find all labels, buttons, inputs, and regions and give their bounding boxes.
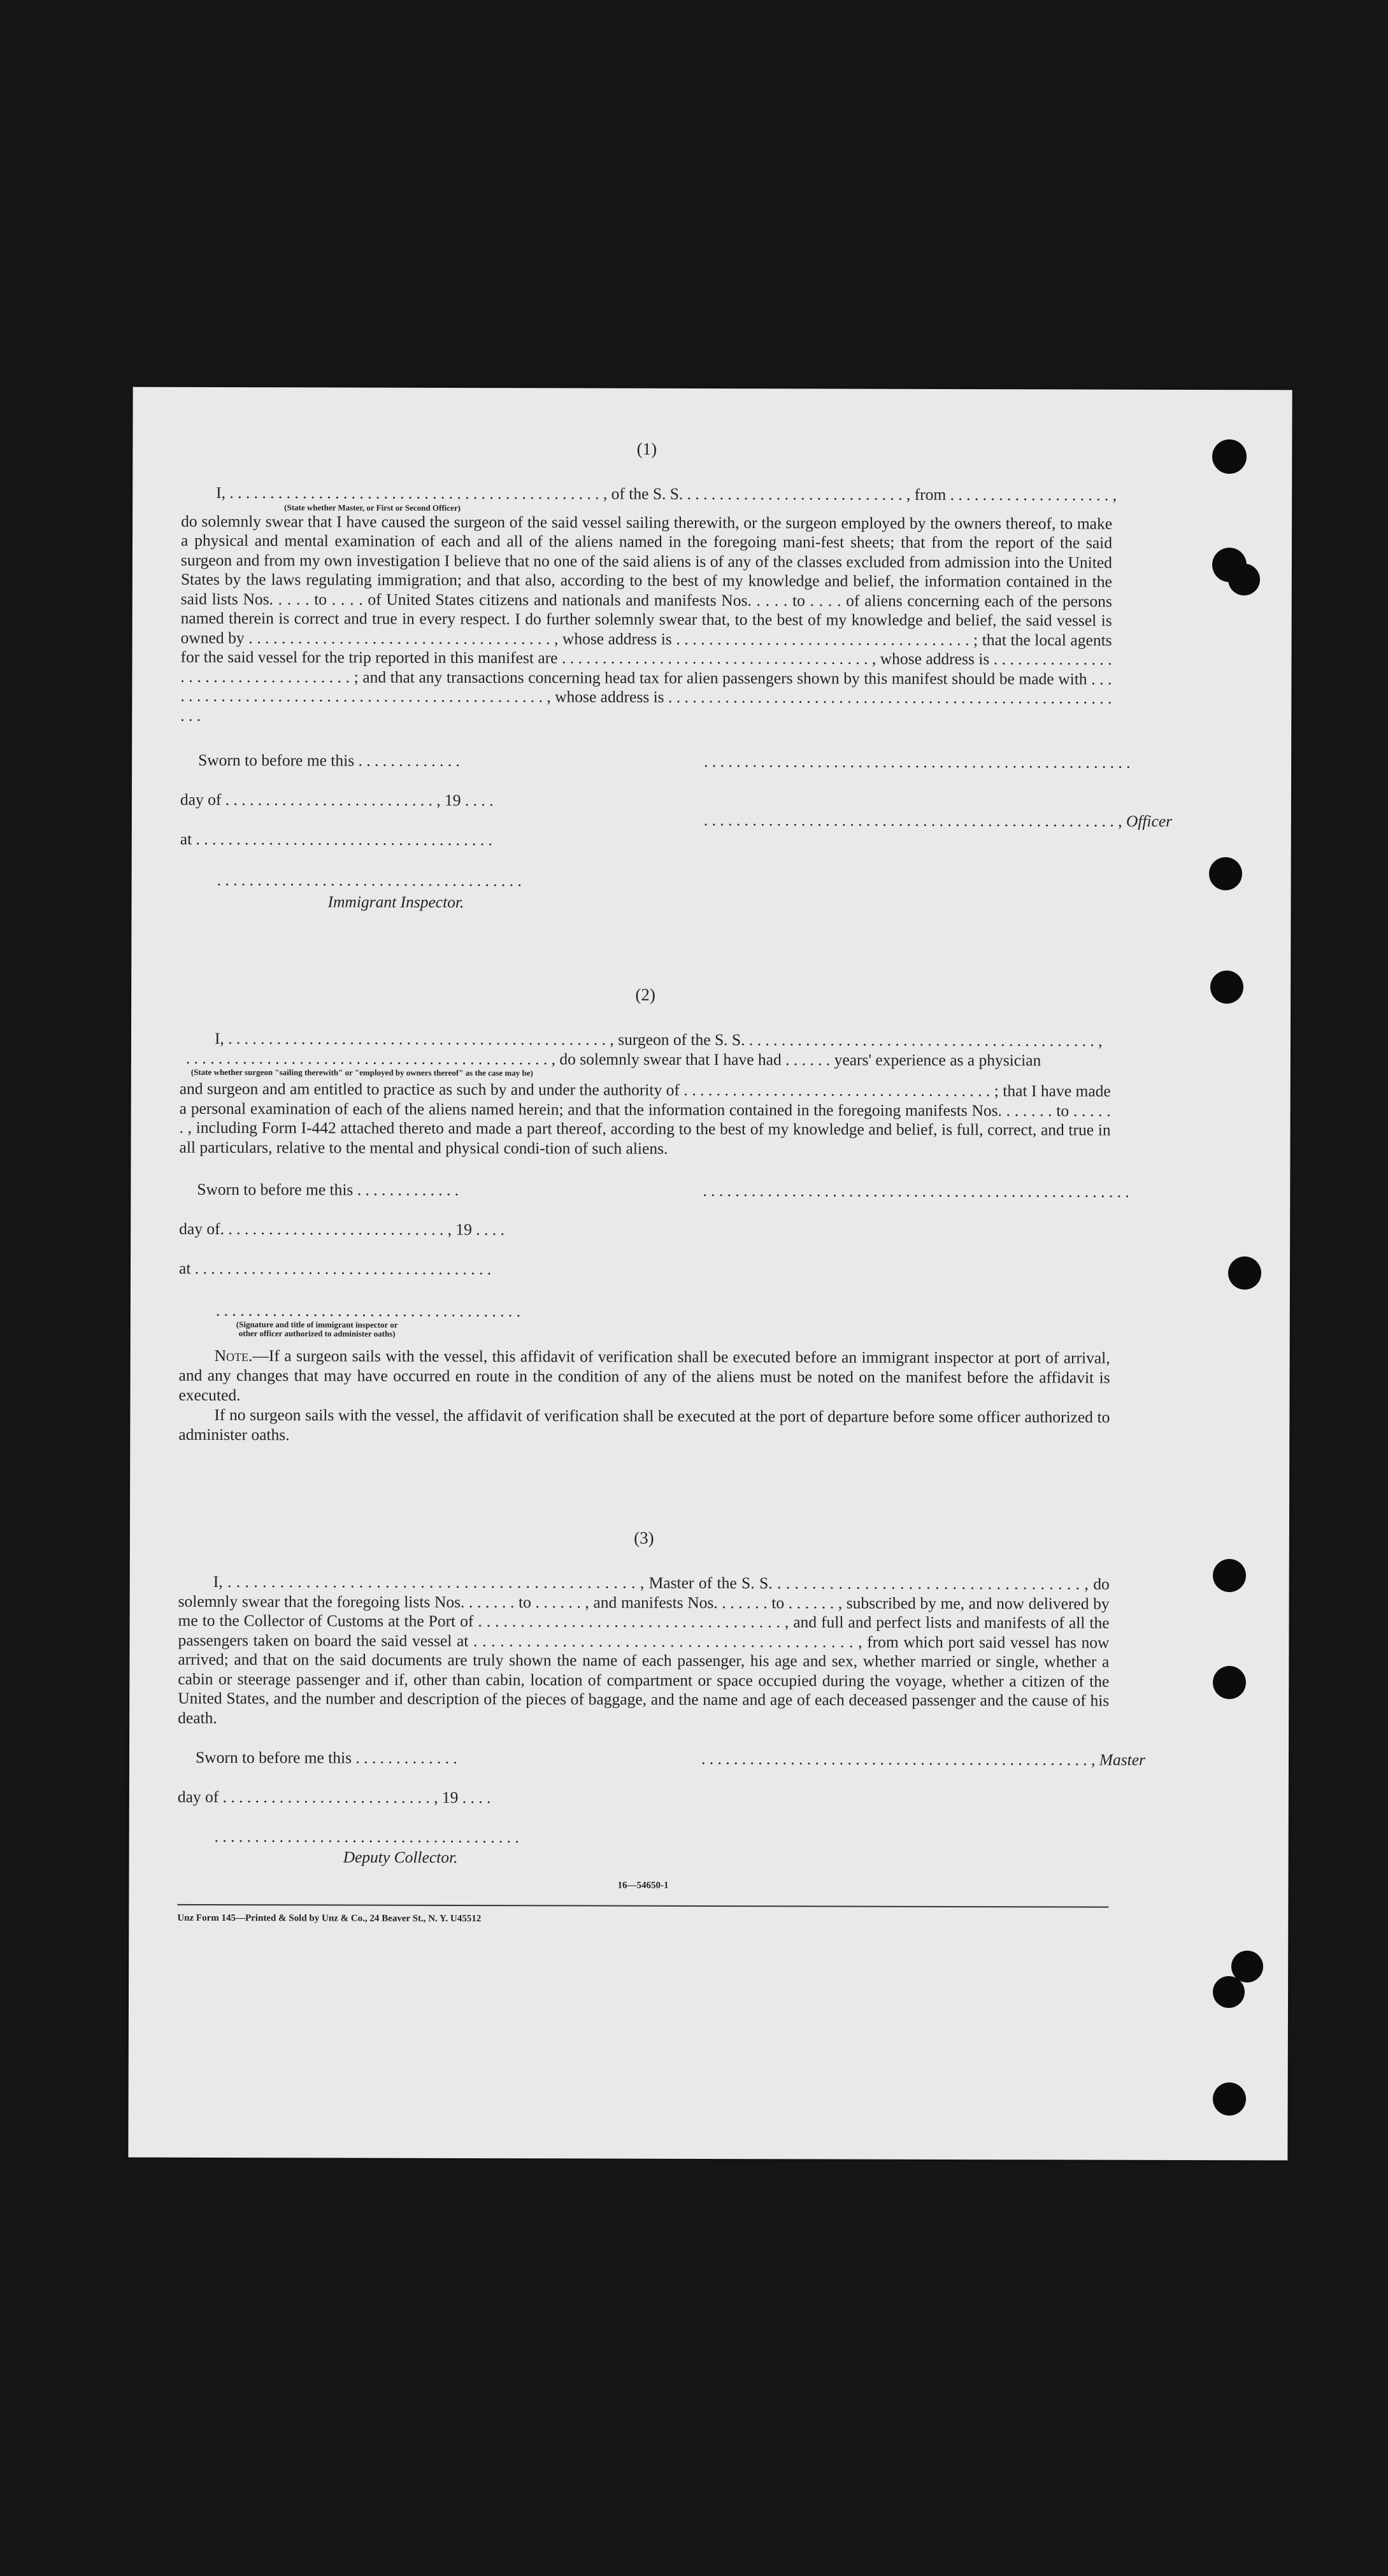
section-1-sworn: Sworn to before me this . . . . . . . . . . . . . [198,750,460,770]
section-1-signature-block [180,750,1173,914]
section-2-day: day of. . . . . . . . . . . . . . . . . . . . . . . . . . . . , 19 . . . . [179,1219,504,1239]
section-1-left-block [180,751,537,912]
section-3-body: I, . . . . . . . . . . . . . . . . . . . . . . . . . . . . . . . . . . . . . . . . . . . . . . . , Master of the S. S. . . . . . . . . . . . . . . . . . . . . . . . . . . . . . . . . . . . , do solemnly swear that the foregoing lists Nos. . . . . . . to . . . . . . , and manifests Nos. . . . . . . to . . . . . . , subscribed by me, and now delivered by me to the Collector of Customs at the Port of . . . . . . . . . . . . . . . . . . . . . . . . . . . . . . . . . . . . , and full and perfect lists and manifests of all the passengers taken on board the said vessel at . . . . . . . . . . . . . . . . . . . . . . . . . . . . . . . . . . . . . . . . . . . , from which port said vessel has now arrived; and that on the said documents are truly shown the name of each passenger, his age and sex, whether married or single, whether a cabin or steerage passenger and if, other than cabin, location of compartment or space occupied during the voyage, whether a citizen of the United States, and the number and description of the pieces of baggage, and the name and age of each deceased passenger and the cause of his death. [178,1572,1110,1727]
section-1 [180,438,1173,914]
section-2-at: at . . . . . . . . . . . . . . . . . . . . . . . . . . . . . . . . . . . . . [178,1258,492,1279]
section-2 [178,984,1129,1447]
punch-hole [1213,1559,1246,1592]
punch-hole [1228,1256,1261,1290]
section-1-inspector-title: Immigrant Inspector. [327,892,464,911]
section-1-right-line: . . . . . . . . . . . . . . . . . . . . . . . . . . . . . . . . . . . . . . . . . . . . . . . . . . . . . [704,751,1131,772]
section-2-right-block [703,1181,1129,1202]
officer-title: Officer [1126,811,1173,830]
section-3-sworn: Sworn to before me this . . . . . . . . . . . . . [195,1747,457,1767]
affidavit-content [177,438,1173,1926]
section-2-right-line: . . . . . . . . . . . . . . . . . . . . . . . . . . . . . . . . . . . . . . . . . . . . . . . . . . . . . [703,1181,1129,1201]
section-1-officer-signature [703,810,1173,831]
section-2-opening-line: I, . . . . . . . . . . . . . . . . . . . . . . . . . . . . . . . . . . . . . . . . . . . . . . . , surgeon of the S. S. . . . . . . . . . . . . . . . . . . . . . . . . . . . . . . . . . . . . . . . . . . . , [214,1028,1103,1050]
section-1-body-text: do solemnly swear that I have caused the surgeon of the said vessel sailing therewith, or the surgeon employed by the owners thereof, to make a physical and mental examination of each and all of the aliens named in the foregoing mani-fest sheets; that from the report of the said surgeon and from my own investigation I believe that no one of the said aliens is of any of the classes excluded from admission into the United States by the laws regulating immigration; and that also, according to the best of my knowledge and belief, the information contained in the said lists Nos. . . . . to . . . . of United States citizens and nationals and manifests Nos. . . . . to . . . . of aliens concerning each of the persons named therein is correct and true in every respect. I do further solemnly swear that, to the best of my knowledge and belief, the said vessel is owned by . . . . . . . . . . . . . . . . . . . . . . . . . . . . . . . . . . . . . , whose address is . . . . . . . . . . . . . . . . . . . . . . . . . . . . . . . . . . . . ; that the local agents for the said vessel for the trip reported in this manifest are . . . . . . . . . . . . . . . . . . . . . . . . . . . . . . . . . . . . . . , whose address is . . . . . . . . . . . . . . . . . . . . . . . . . . . . . . . . . . . . ; and that any transactions concerning head tax for alien passengers shown by this manifest should be made with . . . . . . . . . . . . . . . . . . . . . . . . . . . . . . . . . . . . . . . . . . . . . . . . , whose address is . . . . . . . . . . . . . . . . . . . . . . . . . . . . . . . . . . . . . . . . . . . . . . . . . . . . . . . . . . [180,511,1113,725]
section-1-opening-line: I, . . . . . . . . . . . . . . . . . . . . . . . . . . . . . . . . . . . . . . . . . . . . . . , of the S. S. . . . . . . . . . . . . . . . . . . . . . . . . . . . , from . . . . . . . . . . . . . . . . . . . . , [216,483,1117,504]
form-code: 16—54650-1 [617,1880,669,1891]
master-title: Master [1099,1750,1146,1769]
section-2-note [178,1346,1110,1407]
section-2-sworn: Sworn to before me this . . . . . . . . . . . . . [197,1179,459,1199]
section-1-officer-hint: (State whether Master, or First or Second Officer) [284,502,461,513]
section-3-right-block [701,1749,1146,1770]
form-page [128,387,1292,2161]
section-1-body [180,511,1112,727]
section-2-body: and surgeon and am entitled to practice as such by and under the authority of . . . . . . . . . . . . . . . . . . . . . . . . . . . . . . . . . . . . . . ; that I have made a personal examination of each of the aliens named herein; and that the information contained in the foregoing manifests Nos. . . . . . . to . . . . . . , including Form I-442 attached thereto and made a part thereof, according to the best of my knowledge and belief, is full, correct, and true in all particulars, relative to the mental and physical condi-tion of such aliens. [179,1079,1111,1158]
section-2-signature-hint-1: (Signature and title of immigrant inspector or [236,1320,398,1330]
footer-rule [177,1904,1108,1908]
section-3-day: day of . . . . . . . . . . . . . . . . . . . . . . . . . . , 19 . . . . [177,1787,491,1807]
section-2-note-second: If no surgeon sails with the vessel, the affidavit of verification shall be executed at the port of departure before some officer authorized to administer oaths. [178,1405,1110,1444]
punch-hole [1209,857,1242,890]
master-line: . . . . . . . . . . . . . . . . . . . . . . . . . . . . . . . . . . . . . . . . . . . . . . . . , [701,1749,1096,1769]
section-3-left-block [178,1748,534,1867]
punch-hole [1212,439,1247,474]
punch-hole [1210,971,1243,1004]
section-2-signature-block [178,1179,1129,1341]
section-1-day: day of . . . . . . . . . . . . . . . . . . . . . . . . . . , 19 . . . . [180,790,494,810]
section-3-master-signature [701,1749,1146,1770]
section-3-signature-block [177,1747,1146,1869]
section-2-signature-line: . . . . . . . . . . . . . . . . . . . . . . . . . . . . . . . . . . . . . . [215,1300,521,1321]
section-3-collector-line: . . . . . . . . . . . . . . . . . . . . . . . . . . . . . . . . . . . . . . [214,1826,519,1847]
section-2-number: (2) [635,985,655,1004]
officer-line: . . . . . . . . . . . . . . . . . . . . . . . . . . . . . . . . . . . . . . . . . . . . . . . . . . . , [703,810,1122,830]
note-text: —If a surgeon sails with the vessel, this affidavit of verification shall be executed before an immigrant inspector at port of arrival, and any changes that may have occurred en route in the condition of any of the aliens must be noted on the manifest before the affidavit is executed. [178,1346,1110,1405]
punch-hole [1213,1976,1245,2008]
punch-hole [1213,1666,1246,1699]
section-2-surgeon-hint: (State whether surgeon "sailing therewith" or "employed by owners thereof" as the case may be) [190,1067,533,1078]
section-1-inspector-line: . . . . . . . . . . . . . . . . . . . . . . . . . . . . . . . . . . . . . . [217,870,522,890]
section-2-signature-hint-2: other officer authorized to administer oaths) [238,1328,396,1339]
section-3-number: (3) [634,1528,654,1548]
section-1-number: (1) [636,439,657,459]
section-3-collector-title: Deputy Collector. [343,1847,458,1867]
note-label: Note. [214,1346,253,1365]
section-1-at: at . . . . . . . . . . . . . . . . . . . . . . . . . . . . . . . . . . . . . [180,829,492,850]
section-2-second-line: . . . . . . . . . . . . . . . . . . . . . . . . . . . . . . . . . . . . . . . . . . . . . , do solemnly swear that I have had . . . . . . years' experience as a physician [185,1048,1041,1069]
punch-hole [1228,564,1260,595]
printer-footer: Unz Form 145—Printed & Sold by Unz & Co., 24 Beaver St., N. Y. U45512 [177,1912,482,1925]
punch-hole [1213,2082,1246,2116]
section-2-left-block [179,1180,536,1339]
section-3 [177,1527,1146,1926]
section-1-right-block [703,751,1173,831]
